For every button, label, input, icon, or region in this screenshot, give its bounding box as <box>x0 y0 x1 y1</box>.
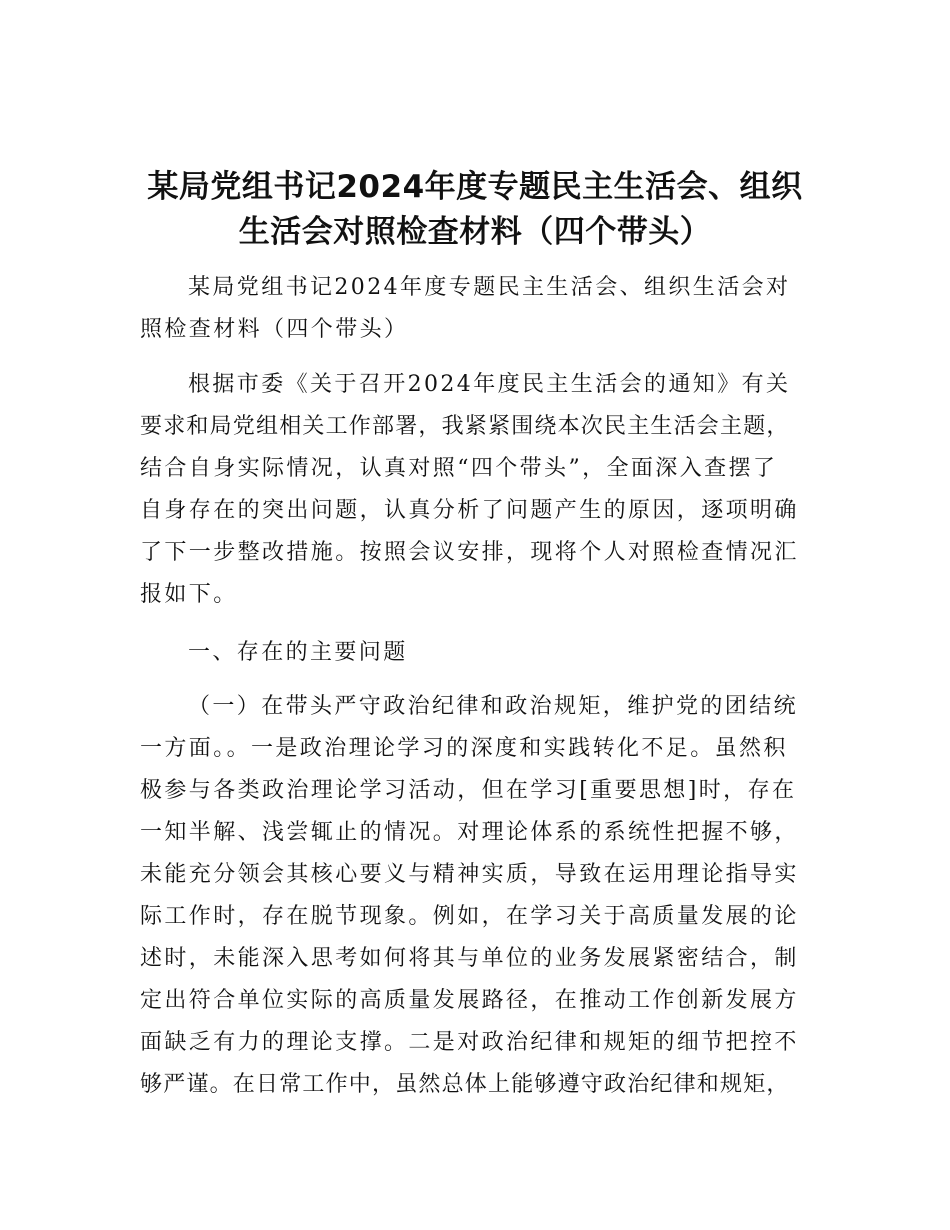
paragraph-line: 未能充分领会其核心要义与精神实质，导致在运用理论指导实 <box>140 862 799 887</box>
paragraph-line: 面缺乏有力的理论支撑。二是对政治纪律和规矩的细节把控不 <box>140 1030 799 1055</box>
paragraph-line: 一方面。。一是政治理论学习的深度和实践转化不足。虽然积 <box>140 736 788 761</box>
subtitle-line-1: 某局党组书记2024年度专题民主生活会、组织生活会对 <box>188 275 791 300</box>
paragraph-line: 够严谨。在日常工作中，虽然总体上能够遵守政治纪律和规矩， <box>140 1072 790 1097</box>
paragraph-line: 要求和局党组相关工作部署，我紧紧围绕本次民主生活会主题， <box>140 414 790 439</box>
paragraph-line: 根据市委《关于召开2024年度民主生活会的通知》有关 <box>188 372 791 397</box>
paragraph-line: 了下一步整改措施。按照会议安排，现将个人对照检查情况汇 <box>140 540 799 565</box>
paragraph-line: 定出符合单位实际的高质量发展路径，在推动工作创新发展方 <box>140 988 799 1013</box>
paragraph-line: 结合自身实际情况，认真对照“四个带头”，全面深入查摆了 <box>140 456 778 481</box>
paragraph-line: 自身存在的突出问题，认真分析了问题产生的原因，逐项明确 <box>140 498 799 523</box>
subtitle-line-2: 照检查材料（四个带头） <box>140 317 409 342</box>
paragraph-line: 际工作时，存在脱节现象。例如，在学习关于高质量发展的论 <box>140 904 799 929</box>
document-title-line-2: 生活会对照检查材料（四个带头） <box>238 214 712 250</box>
document-title-line-1: 某局党组书记2024年度专题民主生活会、组织 <box>147 169 803 205</box>
paragraph-line: 一知半解、浅尝辄止的情况。对理论体系的系统性把握不够， <box>140 820 799 845</box>
paragraph-line: （一）在带头严守政治纪律和政治规矩，维护党的团结统 <box>188 694 799 719</box>
paragraph-line: 报如下。 <box>140 582 238 607</box>
paragraph-line: 极参与各类政治理论学习活动，但在学习[重要思想]时，存在 <box>140 778 797 803</box>
section-heading: 一、存在的主要问题 <box>188 640 408 665</box>
paragraph-line: 述时，未能深入思考如何将其与单位的业务发展紧密结合，制 <box>140 946 799 971</box>
